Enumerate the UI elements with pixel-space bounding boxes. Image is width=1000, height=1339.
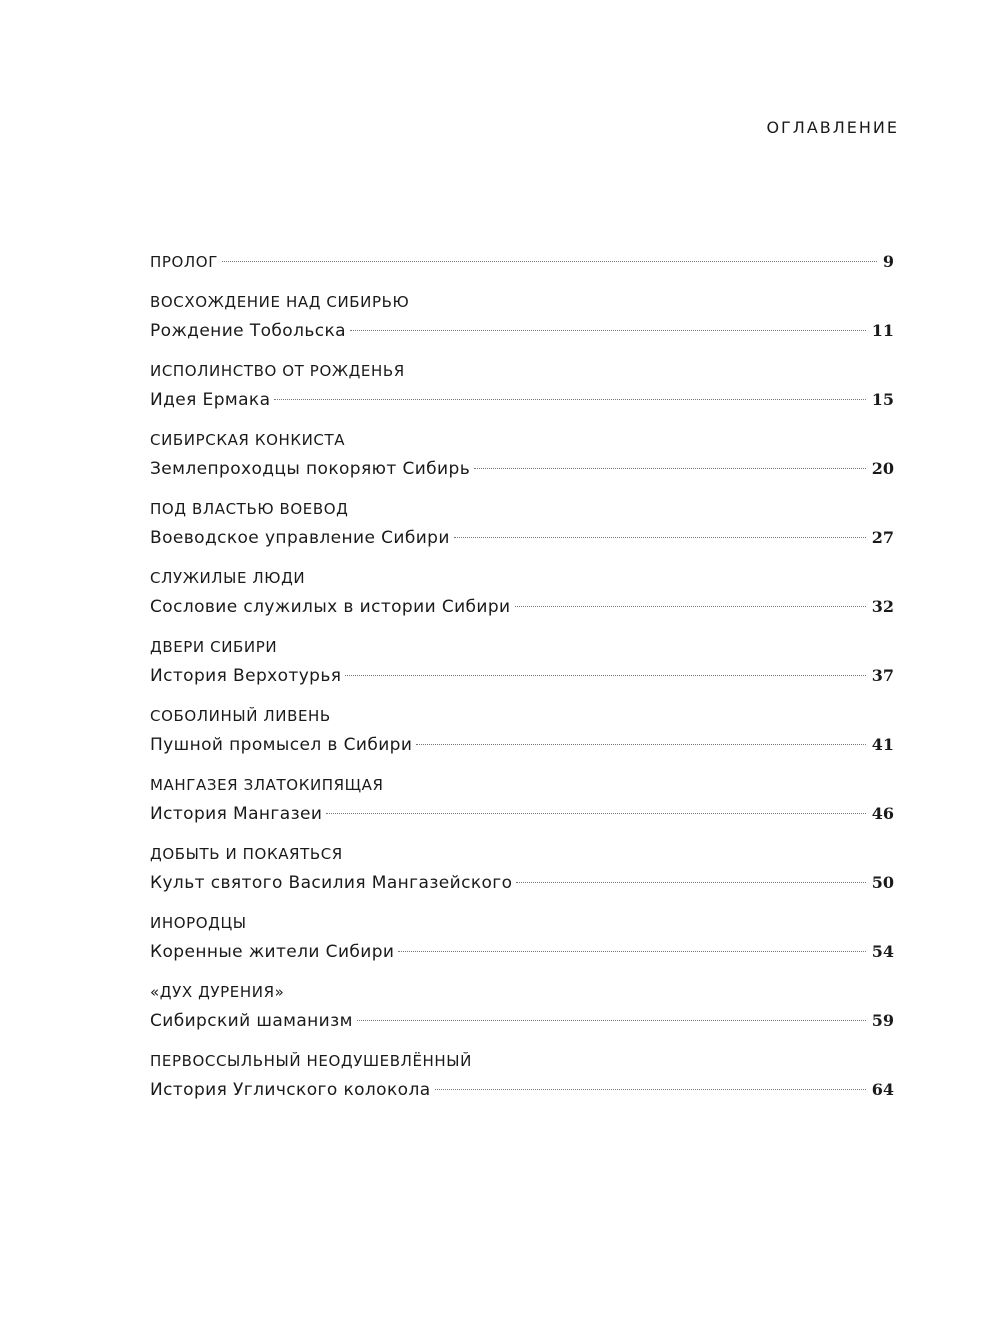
toc-line — [150, 320, 894, 342]
page-number: 9 — [882, 252, 894, 271]
entry-title: Землепроходцы покоряют Сибирь — [150, 459, 471, 479]
entry-title: История Мангазеи — [150, 804, 323, 824]
entry-title: Воеводское управление Сибири — [150, 528, 450, 548]
toc-entry — [150, 981, 894, 1032]
toc-entry-prologue — [150, 251, 894, 273]
toc-line — [150, 458, 894, 480]
entry-title: История Верхотурья — [150, 666, 342, 686]
page-number: 37 — [871, 666, 894, 685]
entry-title: Идея Ермака — [150, 390, 271, 410]
toc-entry — [150, 498, 894, 549]
toc-entry — [150, 636, 894, 687]
toc-line — [150, 803, 894, 825]
page-number: 41 — [871, 735, 894, 754]
dot-leader — [357, 1020, 866, 1021]
page-title: ОГЛАВЛЕНИЕ — [766, 118, 899, 137]
dot-leader — [222, 261, 877, 262]
section-title: ИСПОЛИНСТВО ОТ РОЖДЕНЬЯ — [150, 362, 405, 380]
toc-line — [150, 596, 894, 618]
toc-line — [150, 527, 894, 549]
dot-leader — [515, 606, 866, 607]
entry-title: Культ святого Василия Мангазейского — [150, 873, 513, 893]
dot-leader — [474, 468, 866, 469]
section-title: ПЕРВОССЫЛЬНЫЙ НЕОДУШЕВЛЁННЫЙ — [150, 1052, 472, 1070]
page-number: 27 — [871, 528, 894, 547]
toc-entry — [150, 912, 894, 963]
dot-leader — [416, 744, 865, 745]
toc-entry — [150, 774, 894, 825]
toc-line — [150, 1079, 894, 1101]
section-title: ПОД ВЛАСТЬЮ ВОЕВОД — [150, 500, 349, 518]
entry-title: Пушной промысел в Сибири — [150, 735, 413, 755]
dot-leader — [274, 399, 865, 400]
table-of-contents — [150, 251, 894, 1101]
entry-title: Сословие служилых в истории Сибири — [150, 597, 511, 617]
toc-line — [150, 251, 894, 273]
dot-leader — [435, 1089, 866, 1090]
entry-title: Сибирский шаманизм — [150, 1011, 353, 1031]
toc-entry — [150, 360, 894, 411]
page-number: 32 — [871, 597, 894, 616]
section-title: ДОБЫТЬ И ПОКАЯТЬСЯ — [150, 845, 343, 863]
toc-line — [150, 941, 894, 963]
page-number: 50 — [871, 873, 894, 892]
entry-title: Коренные жители Сибири — [150, 942, 395, 962]
dot-leader — [350, 330, 866, 331]
toc-line — [150, 1010, 894, 1032]
section-title: ИНОРОДЦЫ — [150, 914, 247, 932]
dot-leader — [345, 675, 865, 676]
page-number: 20 — [871, 459, 894, 478]
toc-entry — [150, 843, 894, 894]
toc-entry — [150, 1050, 894, 1101]
toc-entry — [150, 705, 894, 756]
section-title: СЛУЖИЛЫЕ ЛЮДИ — [150, 569, 306, 587]
section-title: «ДУХ ДУРЕНИЯ» — [150, 983, 285, 1001]
toc-entry — [150, 567, 894, 618]
page-number: 15 — [871, 390, 894, 409]
page-number: 54 — [871, 942, 894, 961]
toc-entry — [150, 429, 894, 480]
dot-leader — [454, 537, 866, 538]
toc-line — [150, 389, 894, 411]
section-title: МАНГАЗЕЯ ЗЛАТОКИПЯЩАЯ — [150, 776, 384, 794]
toc-line — [150, 734, 894, 756]
page-number: 64 — [871, 1080, 894, 1099]
entry-title: Рождение Тобольска — [150, 321, 346, 341]
page-number: 59 — [871, 1011, 894, 1030]
toc-line — [150, 665, 894, 687]
dot-leader — [398, 951, 865, 952]
section-title: ВОСХОЖДЕНИЕ НАД СИБИРЬЮ — [150, 293, 410, 311]
dot-leader — [516, 882, 865, 883]
entry-title: ПРОЛОГ — [150, 253, 218, 271]
page-number: 46 — [871, 804, 894, 823]
section-title: ДВЕРИ СИБИРИ — [150, 638, 278, 656]
section-title: СИБИРСКАЯ КОНКИСТА — [150, 431, 346, 449]
dot-leader — [326, 813, 865, 814]
section-title: СОБОЛИНЫЙ ЛИВЕНЬ — [150, 707, 331, 725]
toc-entry — [150, 291, 894, 342]
entry-title: История Угличского колокола — [150, 1080, 431, 1100]
toc-line — [150, 872, 894, 894]
page-number: 11 — [871, 321, 894, 340]
